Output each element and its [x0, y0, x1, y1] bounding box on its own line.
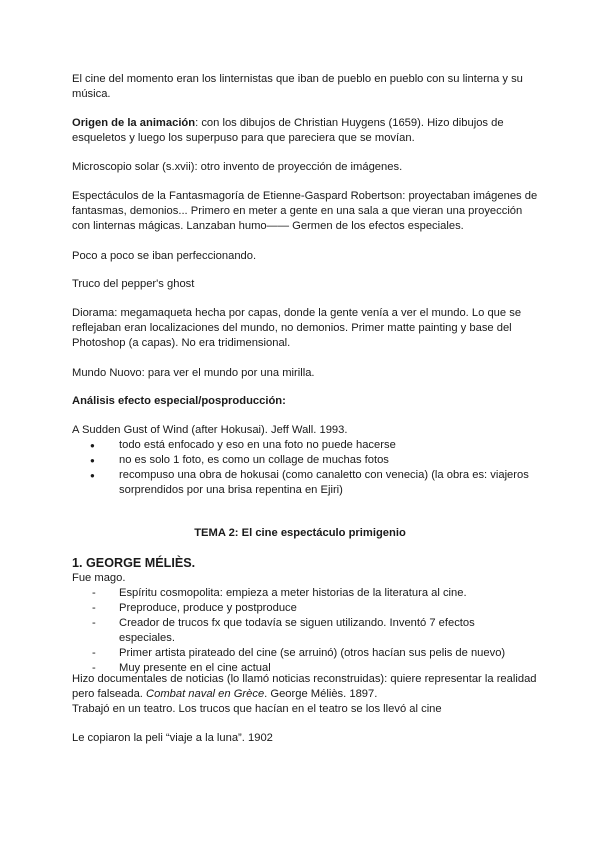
section-george-melies-title: 1. GEORGE MÉLIÈS. [72, 556, 196, 570]
tema-title: TEMA 2: El cine espectáculo primigenio [194, 527, 406, 539]
paragraph-microscopio: Microscopio solar (s.xvii): otro invento de proyección de imágenes. [72, 161, 403, 173]
list-item: - Creador de trucos fx que todavía se siguen utilizando. Inventó 7 efectos especiales. [72, 616, 532, 646]
analysis-bullet-list [72, 438, 532, 498]
list-item: - Preproduce, produce y postproduce [72, 601, 532, 616]
combat-naval-title: Combat naval en Grèce [146, 688, 265, 700]
list-item: - Espíritu cosmopolita: empieza a meter historias de la literatura al cine. [72, 586, 532, 601]
paragraph-viaje-luna: Le copiaron la peli “viaje a la luna”. 1902 [72, 732, 273, 744]
list-item: ● recompuso una obra de hokusai (como canaletto con venecia) (la obra es: viajeros sorprendidos por una brisa repentina en Ejiri) [72, 468, 532, 498]
origen-animacion-text: : con los dibujos de Christian Huygens (1659). Hizo dibujos de esqueletos y luego los superpuso para que pareciera que se movían. [72, 117, 504, 144]
paragraph-fantasmagoria: Espectáculos de la Fantasmagoría de Etienne-Gaspard Robertson: proyectaban imágenes de fantasmas, demonios... Primero en meter a gente en una sala a que vieran una proyección con linternas mágicas. Lanzaban humo—— Germen de los efectos especiales. [72, 190, 538, 232]
list-item: - Muy presente en el cine actual [72, 661, 532, 676]
documentales-text: Hizo documentales de noticias (lo llamó noticias reconstruidas): quiere representar la realidad pero falseada. [72, 673, 537, 700]
paragraph-documentales [72, 672, 542, 702]
paragraph-peppers-ghost: Truco del pepper's ghost [72, 278, 195, 290]
list-item: ● no es solo 1 foto, es como un collage de muchas fotos [72, 453, 532, 468]
analysis-heading: Análisis efecto especial/posproducción: [72, 395, 286, 407]
paragraph-mundo-nuovo: Mundo Nuovo: para ver el mundo por una mirilla. [72, 367, 315, 379]
paragraph-sudden-gust: A Sudden Gust of Wind (after Hokusai). Jeff Wall. 1993. [72, 424, 348, 436]
melies-dash-list [72, 586, 532, 676]
list-item: - Primer artista pirateado del cine (se arruinó) (otros hacían sus pelis de nuevo) [72, 646, 532, 661]
paragraph-origen-animacion [72, 116, 542, 146]
paragraph-fue-mago: Fue mago. [72, 572, 126, 584]
paragraph-linternistas: El cine del momento eran los linternistas que iban de pueblo en pueblo con su linterna y su música. [72, 73, 523, 100]
paragraph-diorama: Diorama: megamaqueta hecha por capas, donde la gente venía a ver el mundo. Lo que se reflejaban eran localizaciones del mundo, no demonios. Primer matte painting y base del Photoshop (a capas). No era tridimensional. [72, 307, 522, 349]
paragraph-perfeccionando: Poco a poco se iban perfeccionando. [72, 250, 257, 262]
list-item: ● todo está enfocado y eso en una foto no puede hacerse [72, 438, 532, 453]
paragraph-teatro: Trabajó en un teatro. Los trucos que hacían en el teatro se los llevó al cine [72, 703, 442, 715]
origen-animacion-label: Origen de la animación [72, 117, 196, 129]
documentales-credit: . George Méliès. 1897. [264, 688, 378, 700]
